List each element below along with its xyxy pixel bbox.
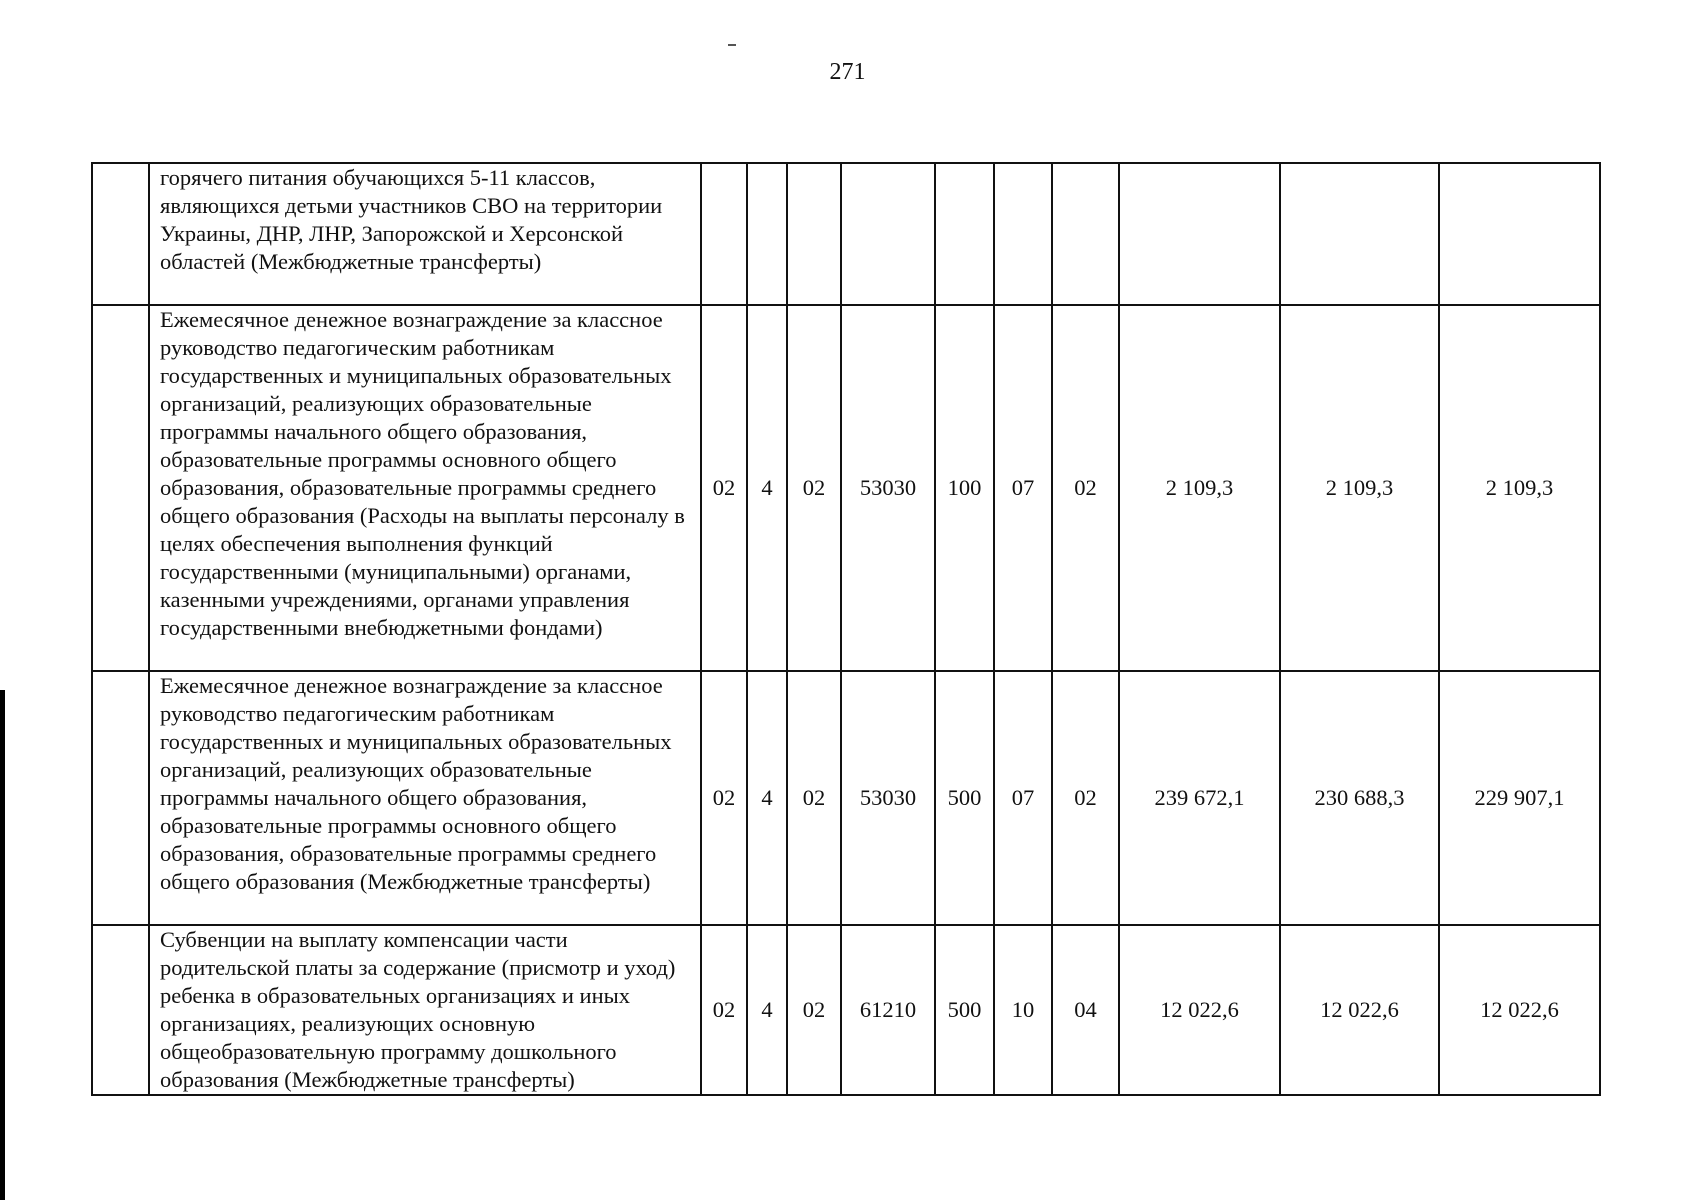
amount-year-3: 12 022,6 [1439,925,1600,1095]
code-subsection [1052,163,1119,305]
amount-year-2 [1280,163,1439,305]
code-program: 02 [701,305,747,671]
code-subprogram-type: 4 [747,671,787,925]
table-row [92,163,1600,305]
code-direction: 53030 [841,671,935,925]
amount-year-2: 12 022,6 [1280,925,1439,1095]
code-subprogram-type: 4 [747,305,787,671]
code-subsection: 02 [1052,671,1119,925]
code-expense-type: 500 [935,925,994,1095]
amount-year-3: 229 907,1 [1439,671,1600,925]
code-section: 07 [994,305,1052,671]
expense-name: Субвенции на выплату компенсации части родительской платы за содержание (присмотр и уход) ребенка в образовательных организациях и иных организациях, реализующих основную общеобразовательную программу дошкольного образования (Межбюджетные трансферты) [149,925,701,1095]
amount-year-3 [1439,163,1600,305]
amount-year-1: 239 672,1 [1119,671,1280,925]
code-subsection: 02 [1052,305,1119,671]
code-direction: 61210 [841,925,935,1095]
page-number: 271 [829,59,866,85]
amount-year-1: 2 109,3 [1119,305,1280,671]
code-program: 02 [701,671,747,925]
table-row [92,305,1600,671]
code-subprogram: 02 [787,305,841,671]
expense-name: Ежемесячное денежное вознаграждение за классное руководство педагогическим работникам государственных и муниципальных образовательных организаций, реализующих образовательные программы начального общего образования, образовательные программы основного общего образования, образовательные программы среднего общего образования (Расходы на выплаты персоналу в целях обеспечения выполнения функций государственными (муниципальными) органами, казенными учреждениями, органами управления государственными внебюджетными фондами) [149,305,701,671]
code-expense-type: 100 [935,305,994,671]
scan-edge [0,690,5,1200]
expense-name: горячего питания обучающихся 5-11 классов, являющихся детьми участников СВО на территории Украины, ДНР, ЛНР, Запорожской и Херсонской областей (Межбюджетные трансферты) [149,163,701,305]
amount-year-2: 230 688,3 [1280,671,1439,925]
code-subprogram-type [747,163,787,305]
code-expense-type [935,163,994,305]
table-row [92,671,1600,925]
code-subprogram-type: 4 [747,925,787,1095]
row-number-cell [92,163,149,305]
code-subprogram: 02 [787,925,841,1095]
amount-year-2: 2 109,3 [1280,305,1439,671]
amount-year-3: 2 109,3 [1439,305,1600,671]
code-section [994,163,1052,305]
row-number-cell [92,305,149,671]
row-number-cell [92,925,149,1095]
code-section: 10 [994,925,1052,1095]
code-subprogram [787,163,841,305]
code-direction [841,163,935,305]
scan-mark [728,44,736,46]
table-row [92,925,1600,1095]
code-direction: 53030 [841,305,935,671]
code-program [701,163,747,305]
code-expense-type: 500 [935,671,994,925]
code-program: 02 [701,925,747,1095]
code-subsection: 04 [1052,925,1119,1095]
budget-table [91,162,1601,1096]
amount-year-1: 12 022,6 [1119,925,1280,1095]
code-section: 07 [994,671,1052,925]
code-subprogram: 02 [787,671,841,925]
row-number-cell [92,671,149,925]
expense-name: Ежемесячное денежное вознаграждение за классное руководство педагогическим работникам государственных и муниципальных образовательных организаций, реализующих образовательные программы начального общего образования, образовательные программы основного общего образования, образовательные программы среднего общего образования (Межбюджетные трансферты) [149,671,701,925]
amount-year-1 [1119,163,1280,305]
